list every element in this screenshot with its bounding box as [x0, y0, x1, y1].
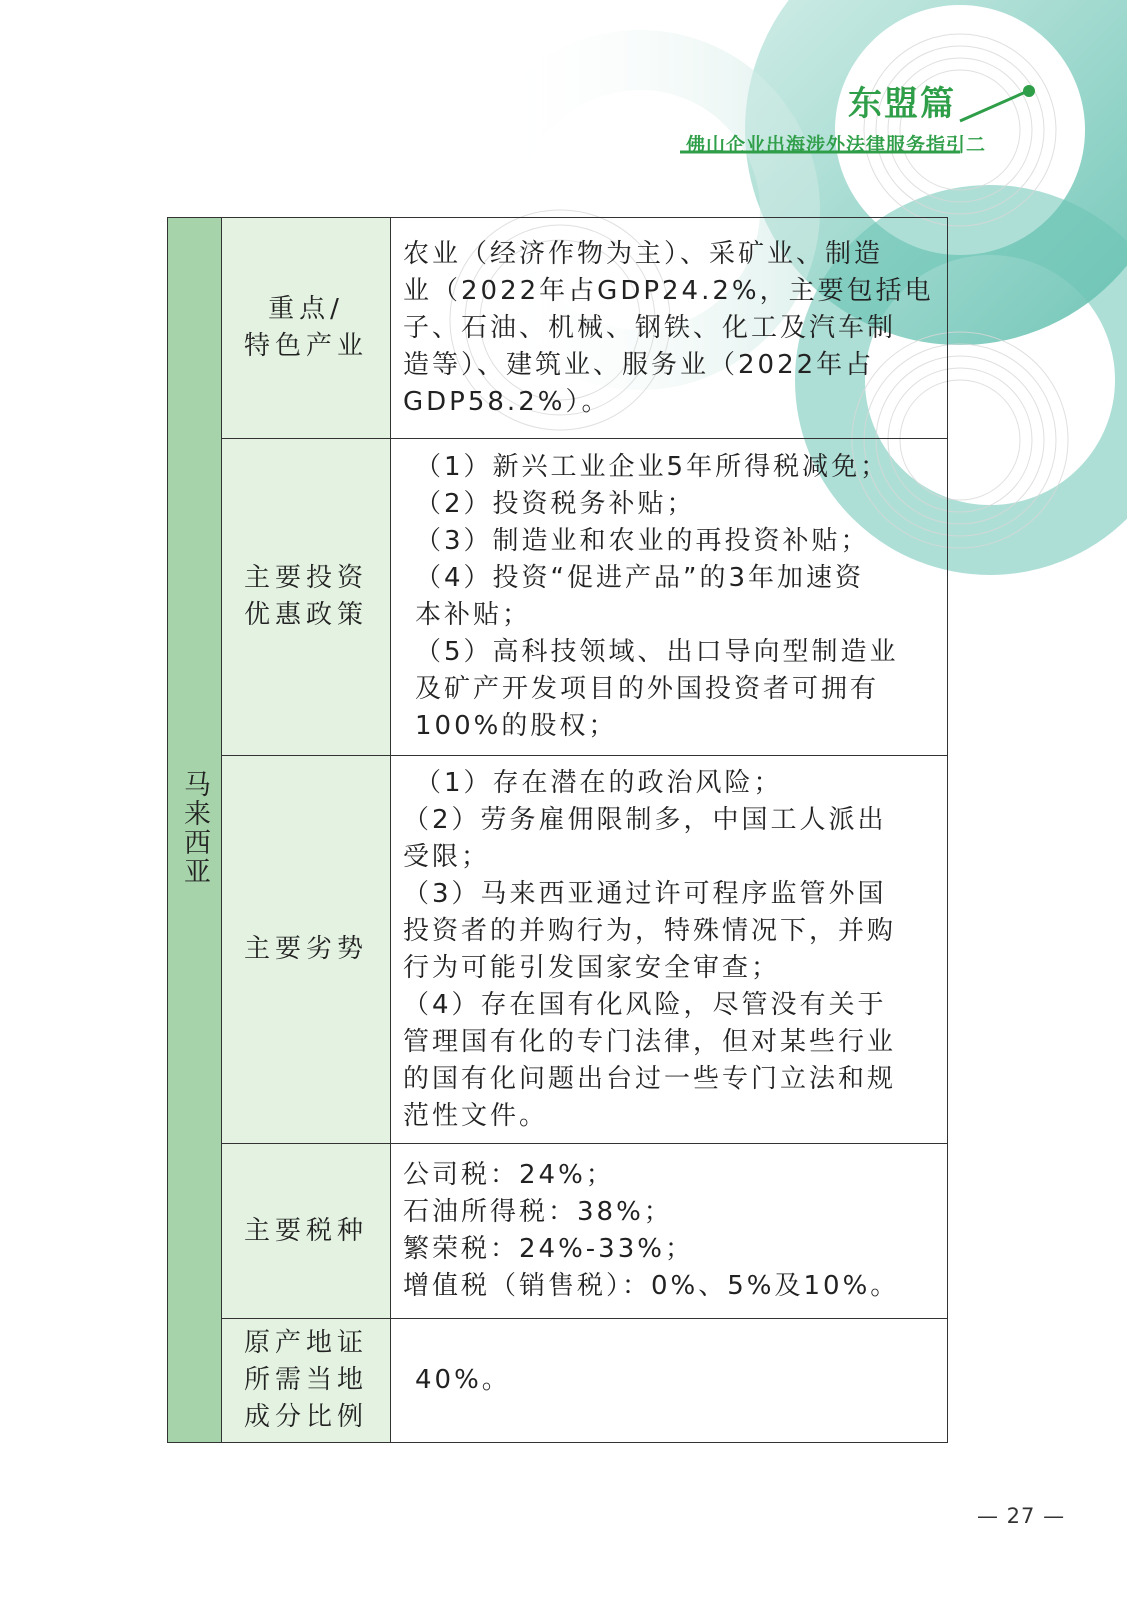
- content-line: （4）投资“促进产品”的3年加速资: [415, 563, 865, 593]
- table-row: [168, 1319, 948, 1443]
- row-label: [222, 1144, 391, 1319]
- content-line: 造等）、建筑业、服务业（2022年占: [403, 349, 875, 380]
- row-label: [222, 1319, 391, 1443]
- content-line: （4）存在国有化风险，尽管没有关于: [403, 989, 887, 1020]
- page-number: — 27 —: [977, 1504, 1066, 1528]
- label-line: 优惠政策: [243, 600, 368, 630]
- content-line: 范性文件。: [403, 1100, 549, 1131]
- content-line: （1）新兴工业企业5年所得税减免；: [415, 452, 890, 482]
- table-row: [168, 218, 948, 439]
- content-line: （3）制造业和农业的再投资补贴；: [415, 526, 870, 556]
- row-label: [222, 756, 391, 1144]
- row-label: [222, 439, 391, 756]
- content-line: 及矿产开发项目的外国投资者可拥有: [415, 674, 880, 704]
- country-info-table: [167, 217, 948, 1443]
- content-line: 繁荣税：24%-33%；: [403, 1234, 694, 1264]
- label-line: 特色产业: [243, 331, 368, 361]
- country-cell: [168, 218, 222, 1443]
- guide-title: 佛山企业出海涉外法律服务指引二: [686, 134, 987, 156]
- row-content: [391, 1144, 948, 1319]
- content-line: （1）存在潜在的政治风险；: [415, 767, 783, 798]
- country-name: 马来西亚: [179, 770, 210, 886]
- content-line: 公司税：24%；: [403, 1160, 615, 1190]
- content-line: 投资者的并购行为，特殊情况下，并购: [403, 915, 897, 946]
- content-line: （2）劳务雇佣限制多，中国工人派出: [403, 804, 887, 835]
- table-row: [168, 1144, 948, 1319]
- table-row: [168, 439, 948, 756]
- content-line: （3）马来西亚通过许可程序监管外国: [403, 878, 887, 909]
- content-line: （5）高科技领域、出口导向型制造业: [415, 637, 899, 667]
- content-line: 40%。: [415, 1365, 511, 1395]
- content-line: 的国有化问题出台过一些专门立法和规: [403, 1063, 897, 1094]
- content-line: 本补贴；: [415, 600, 532, 630]
- content-line: 增值税（销售税）：0%、5%及10%。: [403, 1271, 900, 1301]
- row-content: [391, 756, 948, 1144]
- label-line: 成分比例: [243, 1402, 368, 1432]
- label-line: 重点/: [268, 294, 344, 324]
- label-line: 主要劣势: [243, 934, 368, 964]
- content-line: 业（2022年占GDP24.2%，主要包括电: [403, 275, 934, 306]
- table-row: [168, 756, 948, 1144]
- content-line: 子、石油、机械、钢铁、化工及汽车制: [403, 312, 897, 343]
- row-label: [222, 218, 391, 439]
- row-content: [391, 218, 948, 439]
- content-line: 行为可能引发国家安全审查；: [403, 952, 781, 983]
- label-line: 主要投资: [243, 563, 368, 593]
- content-line: 管理国有化的专门法律，但对某些行业: [403, 1026, 897, 1057]
- content-line: 100%的股权；: [415, 711, 618, 741]
- section-title: 东盟篇: [848, 84, 956, 124]
- content-line: 农业（经济作物为主）、采矿业、制造: [403, 238, 884, 269]
- content-line: （2）投资税务补贴；: [415, 489, 696, 519]
- label-line: 主要税种: [243, 1215, 368, 1246]
- row-content: [391, 1319, 948, 1443]
- content-line: GDP58.2%）。: [403, 386, 611, 417]
- content-line: 受限；: [403, 841, 491, 872]
- label-line: 原产地证: [243, 1328, 368, 1358]
- row-content: [391, 439, 948, 756]
- label-line: 所需当地: [243, 1365, 368, 1395]
- content-line: 石油所得税：38%；: [403, 1197, 673, 1227]
